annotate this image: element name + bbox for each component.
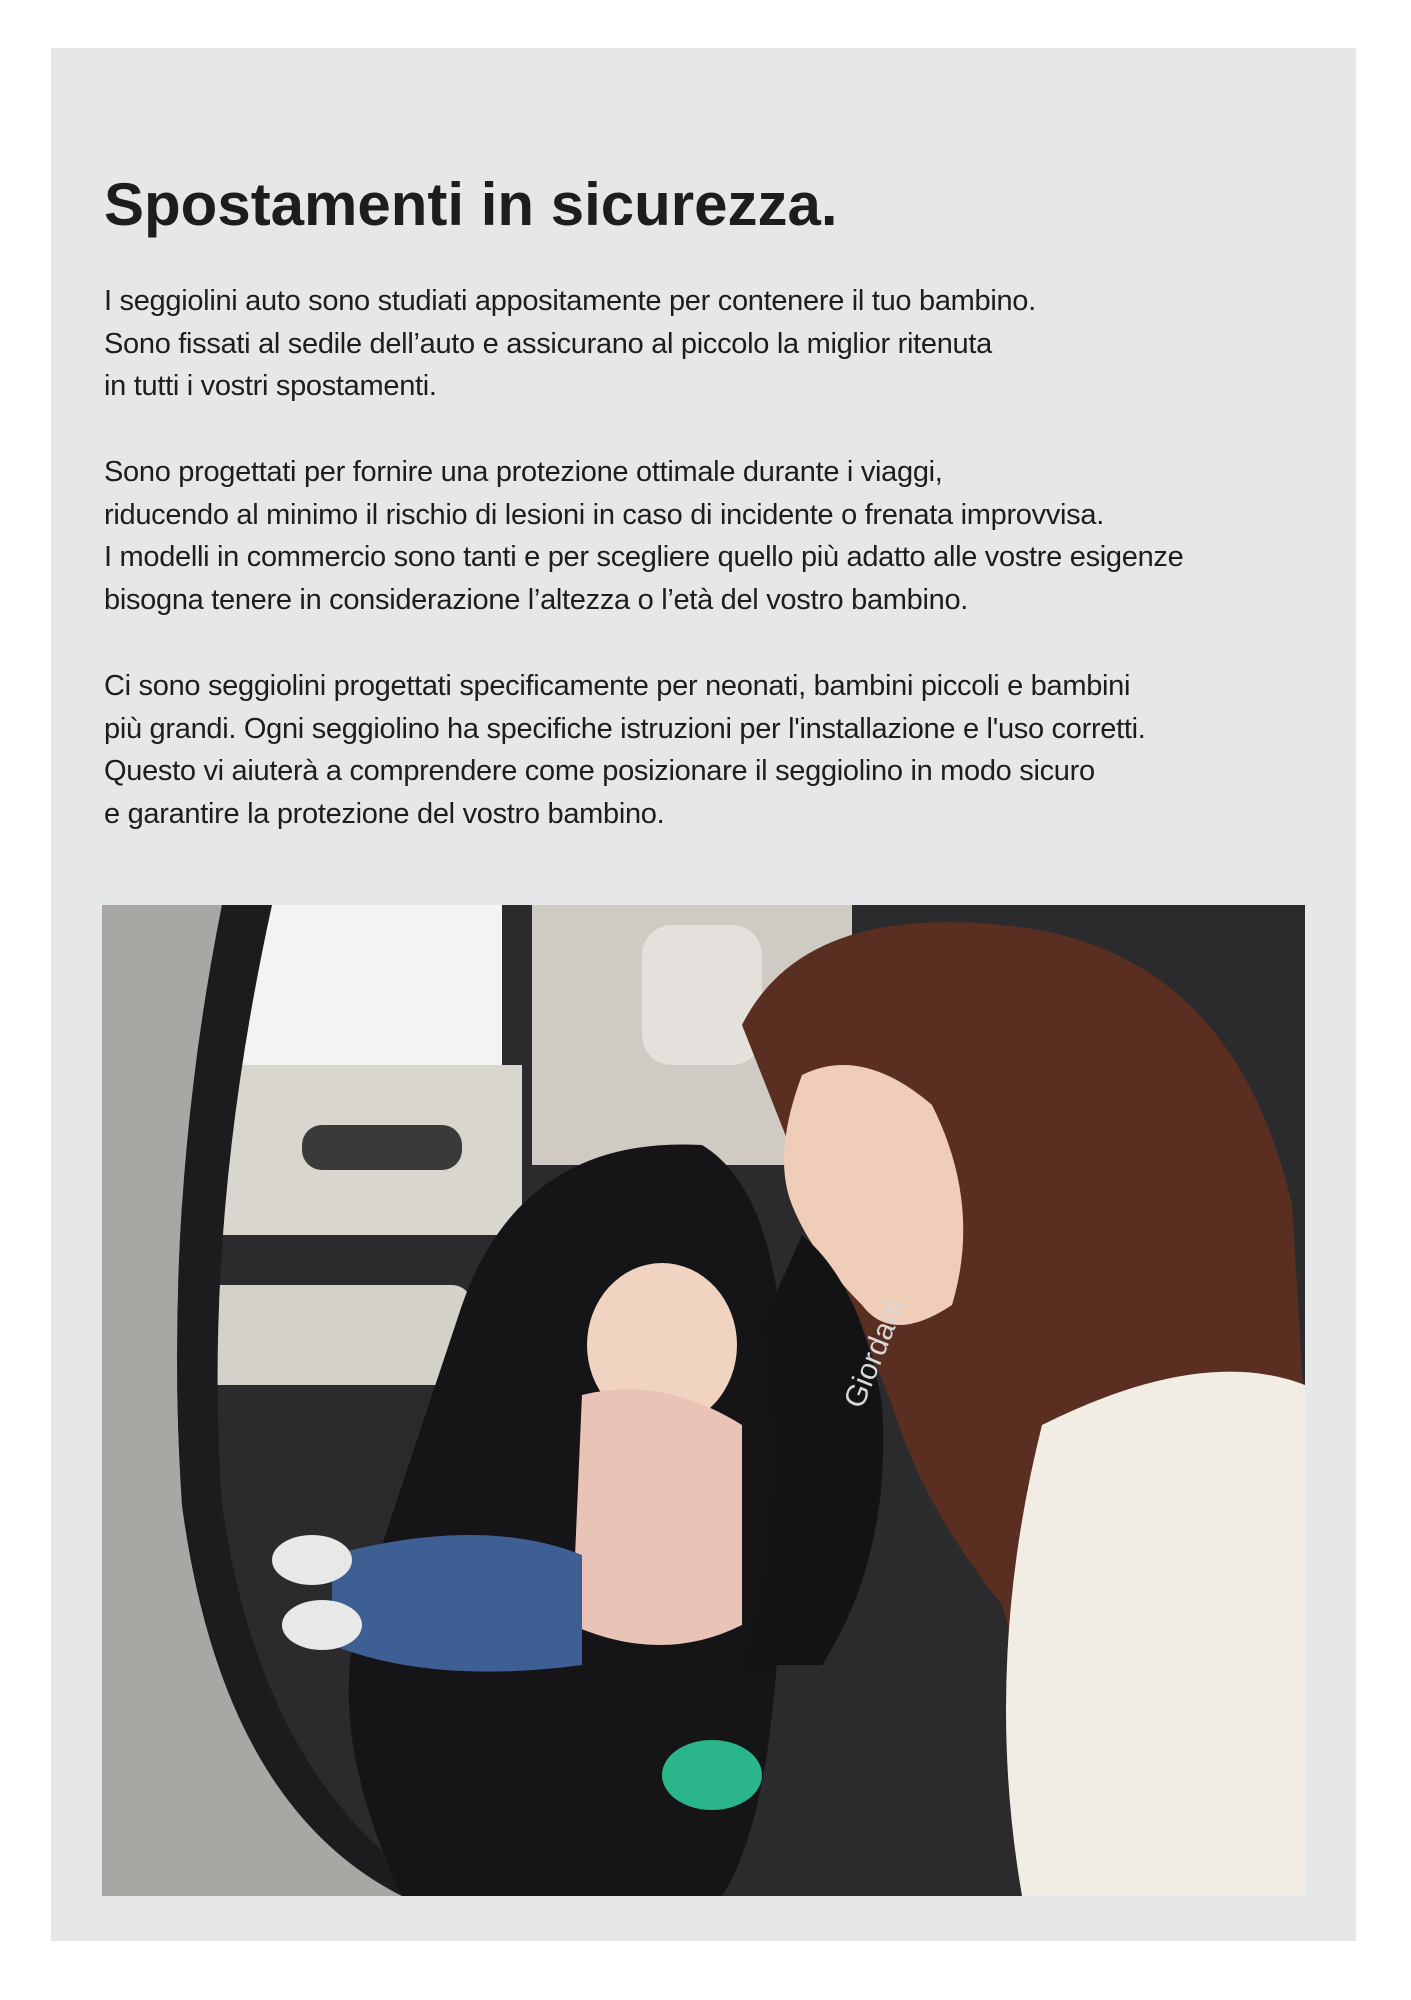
text-line: in tutti i vostri spostamenti.	[104, 370, 437, 403]
page-title: Spostamenti in sicurezza.	[104, 171, 838, 238]
text-line: Sono progettati per fornire una protezione ottimale durante i viaggi,	[104, 456, 943, 488]
text-line: riducendo al minimo il rischio di lesioni in caso di incidente o frenata improvvisa.	[104, 498, 1104, 531]
text-line: più grandi. Ogni seggiolino ha specifiche istruzioni per l'installazione e l'uso corretti.	[104, 712, 1146, 745]
text-line: Sono fissati al sedile dell’auto e assicurano al piccolo la miglior ritenuta	[104, 327, 992, 360]
paragraph-2	[104, 451, 1183, 622]
baby-legs	[332, 1535, 582, 1672]
text-line: bisogna tenere in considerazione l’altezza o l’età del vostro bambino.	[104, 584, 969, 617]
text-line: e garantire la protezione del vostro bambino.	[104, 798, 665, 831]
text-line: I seggiolini auto sono studiati appositamente per contenere il tuo bambino.	[104, 285, 1036, 317]
text-line: Questo vi aiuterà a comprendere come posizionare il seggiolino in modo sicuro	[104, 755, 1095, 788]
door-handle	[302, 1125, 462, 1170]
photo-illustration	[102, 905, 1305, 1896]
paragraph-1	[104, 280, 1036, 408]
text-line: Ci sono seggiolini progettati specificamente per neonati, bambini piccoli e bambini	[104, 670, 1131, 702]
paragraph-3	[104, 665, 1146, 836]
car-window	[242, 905, 502, 1065]
car-seat-photo	[102, 905, 1305, 1896]
text-line: I modelli in commercio sono tanti e per scegliere quello più adatto alle vostre esigenze	[104, 541, 1184, 574]
green-indicator	[662, 1740, 762, 1810]
seat-brand-label: Giordani	[837, 1295, 911, 1413]
baby-body	[572, 1389, 742, 1645]
woman-sweater	[1006, 1372, 1305, 1896]
